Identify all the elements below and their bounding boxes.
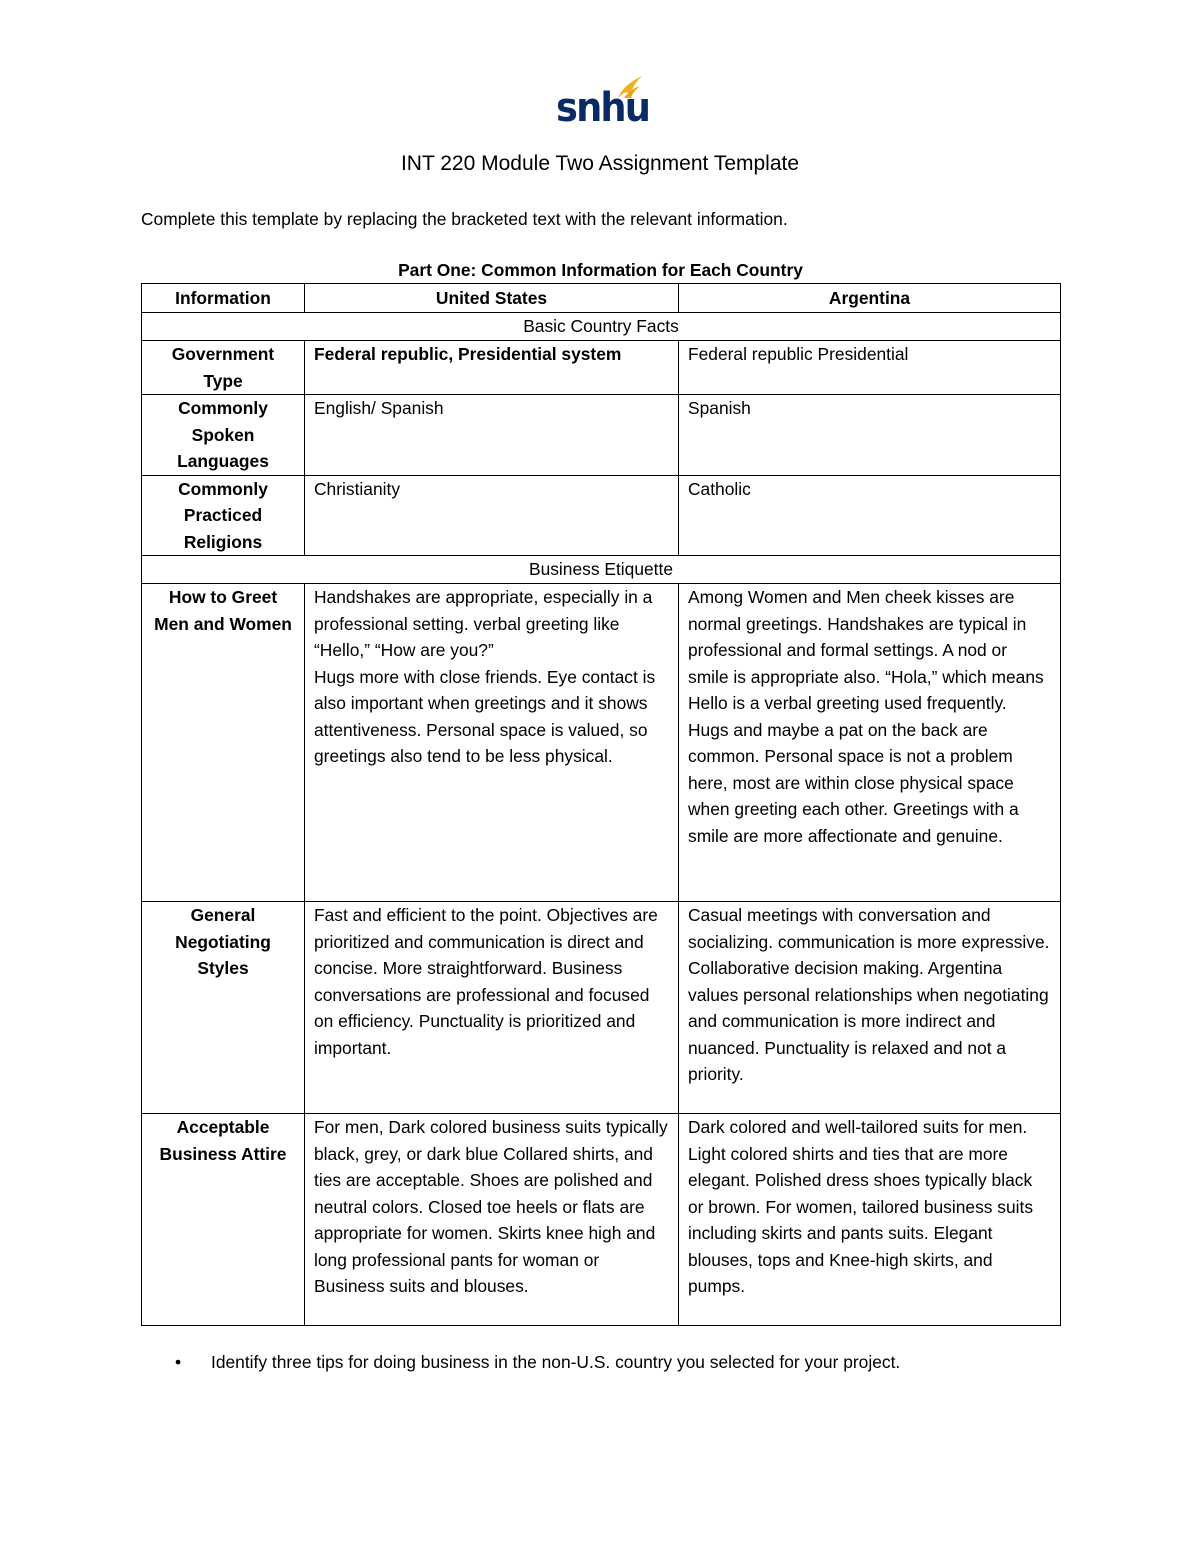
bullet-item [175,1350,900,1374]
row-label-government: Government Type [142,341,305,395]
ar-languages-cell[interactable]: Spanish [679,395,1061,476]
table-row [142,395,1061,476]
logo-wordmark: snhu [556,85,650,131]
section-business-etiquette: Business Etiquette [142,556,1061,584]
table-row [142,584,1061,902]
us-attire-cell[interactable]: For men, Dark colored business suits typically black, grey, or dark blue Collared shirts, and ties are acceptable. Shoes are polished and neutral colors. Closed toe heels or flats are appropriate for women. Skirts knee high and long professional pants for woman or Business suits and blouses. [305,1114,679,1326]
snhu-logo [556,74,650,136]
ar-greet-cell[interactable]: Among Women and Men cheek kisses are normal greetings. Handshakes are typical in professional and formal settings. A nod or smile is appropriate also. “Hola,” which means Hello is a verbal greeting used frequently. Hugs and maybe a pat on the back are common. Personal space is not a problem here, most are within close physical space when greeting each other. Greetings with a smile are more affectionate and genuine. [679,584,1061,902]
ar-attire-cell[interactable]: Dark colored and well-tailored suits for men. Light colored shirts and ties that are more elegant. Polished dress shoes typically black or brown. For women, tailored business suits including skirts and pants suits. Elegant blouses, tops and Knee-high skirts, and pumps. [679,1114,1061,1326]
row-label-negotiating: General Negotiating Styles [142,902,305,1114]
us-greet-cell[interactable] [305,584,679,902]
us-religions-cell[interactable]: Christianity [305,475,679,556]
row-label-languages: Commonly Spoken Languages [142,395,305,476]
table-row [142,475,1061,556]
bullet-icon: • [175,1352,182,1372]
country-comparison-table [141,283,1061,1326]
instructions-text: Complete this template by replacing the bracketed text with the relevant information. [141,209,788,229]
us-negotiating-cell[interactable]: Fast and efficient to the point. Objectives are prioritized and communication is direct and concise. More straightforward. Business conversations are professional and focused on efficiency. Punctuality is prioritized and important. [305,902,679,1114]
table-row [142,1114,1061,1326]
header-argentina: Argentina [679,284,1061,313]
us-government-cell[interactable]: Federal republic, Presidential system [305,341,679,395]
section-row-basic [142,313,1061,341]
table-row [142,341,1061,395]
header-united-states: United States [305,284,679,313]
section-row-business [142,556,1061,584]
section-basic-country-facts: Basic Country Facts [142,313,1061,341]
bullet-text: Identify three tips for doing business in the non-U.S. country you selected for your project. [211,1352,901,1372]
us-greet-text-2: Hugs more with close friends. Eye contact is also important when greetings and it shows attentiveness. Personal space is valued, so greetings also tend to be less physical. [314,666,656,766]
part-one-heading: Part One: Common Information for Each Country [398,260,803,280]
ar-religions-cell[interactable]: Catholic [679,475,1061,556]
us-languages-cell[interactable]: English/ Spanish [305,395,679,476]
table-header-row [142,284,1061,313]
document-title: INT 220 Module Two Assignment Template [400,152,800,175]
row-label-attire: Acceptable Business Attire [142,1114,305,1326]
row-label-religions: Commonly Practiced Religions [142,475,305,556]
header-information: Information [142,284,305,313]
ar-negotiating-cell[interactable]: Casual meetings with conversation and socializing. communication is more expressive. Collaborative decision making. Argentina values personal relationships when negotiating and communication is more indirect and nuanced. Punctuality is relaxed and not a priority. [679,902,1061,1114]
row-label-greet: How to Greet Men and Women [142,584,305,902]
ar-government-cell[interactable]: Federal republic Presidential [679,341,1061,395]
table-row [142,902,1061,1114]
us-greet-text-1: Handshakes are appropriate, especially in a professional setting. verbal greeting like “Hello,” “How are you?” [314,587,653,660]
